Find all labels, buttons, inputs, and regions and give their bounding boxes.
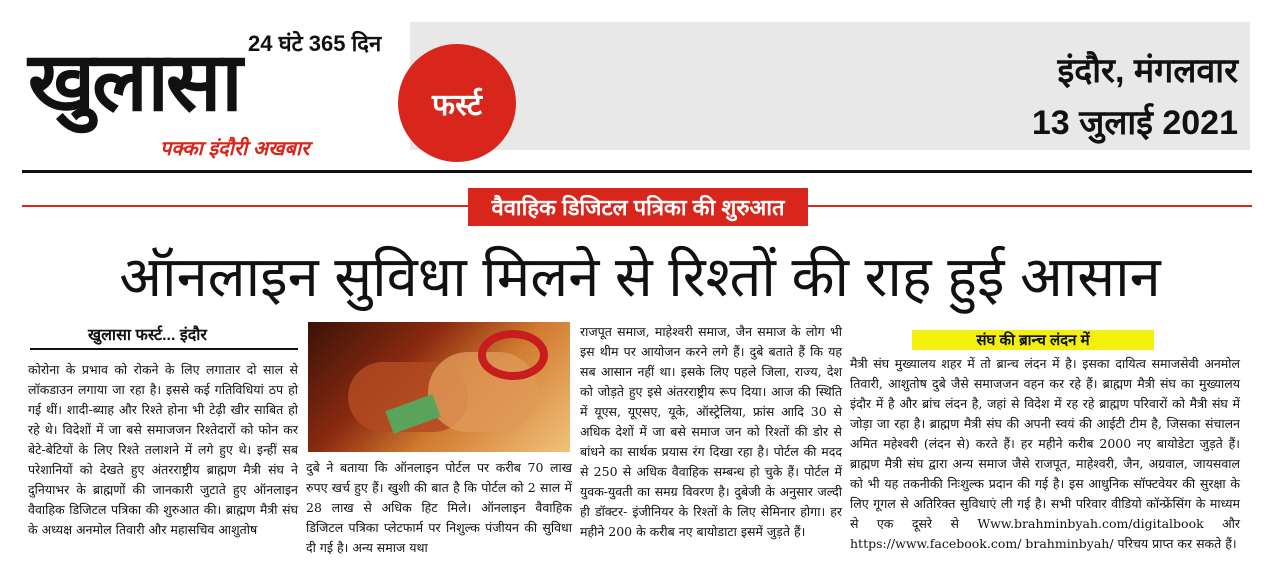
sidebar-body: मैत्री संघ मुख्यालय शहर में तो ब्रान्च लंदन में है। इसका दायित्व समाजसेवी अनमोल तिवारी, आशुतोष दुबे जैसे समाजजन वहन कर रहे हैं। ब्राह्मण मैत्री संघ का मुख्यालय इंदौर में है और ब्रांच लंदन है, जहां से विदेश में रह रहे ब्राह्मण परिवारों को मैत्री संघ में जोड़ा जा रहा है। ब्राह्मण मैत्री संघ की अपनी स्वयं की आईटी टीम है, जिसका संचालन अमित महेश्वरी (लंदन से) करते हैं। हर महीने करीब 2000 नए बायोडेटा जुड़ते हैं। ब्राह्मण मैत्री संघ द्वारा अन्य समाज जैसे राजपूत, माहेश्वरी, जैन, अग्रवाल, जायसवाल को भी यह तकनीकी निःशुल्क प्रदान की गई है। इस आधुनिक सॉफ्टवेयर की सुरक्षा के लिए गूगल से अतिरिक्त सुविधाएं ली गई है। सभी परिवार वीडियो कॉन्फ्रेंसिंग के माध्यम से एक दूसरे से Www.brahminbyah.com/digitalbook और https://www.facebook.com/ brahminbyah/ परिचय प्राप्त कर सकते हैं।	[850, 356, 1240, 551]
edition-date: 13 जुलाई 2021	[1031, 104, 1238, 142]
masthead-rule	[22, 170, 1252, 173]
photo-bangles	[478, 330, 548, 380]
byline-rule	[30, 348, 298, 350]
article-column-1: कोरोना के प्रभाव को रोकने के लिए लगातार दो साल से लॉकडाउन लगाया जा रहा है। इससे कई गतिविधियां ठप हो गई थीं। शादी-ब्याह और रिश्ते होना भी टेढ़ी खीर साबित हो रहे थे। विदेशों में जा बसे समाजजन रिश्तेदारों को फोन कर बेटे-बेटियों के लिए रिश्ते तलाशने में लगे हुए थे। इन्हीं सब परेशानियों को देखते हुए अंतरराष्ट्रीय ब्राह्मण मैत्री संघ ने दुनियाभर के ब्राह्मणों की जानकारी जुटाते हुए ऑनलाइन वैवाहिक डिजिटल पत्रिका की शुरुआत की। ब्राह्मण मैत्री संघ के अध्यक्ष अनमोल तिवारी और महासचिव आशुतोष	[28, 362, 298, 537]
sidebar-title: संघ की ब्रान्च लंदन में	[912, 330, 1154, 350]
article-kicker: वैवाहिक डिजिटल पत्रिका की शुरुआत	[468, 188, 808, 226]
logo-circle-text: फर्स्ट	[432, 88, 482, 122]
wedding-hands-photo	[308, 322, 570, 452]
edition-place-day: इंदौर, मंगलवार	[1057, 52, 1238, 90]
article-column-3: राजपूत समाज, माहेश्वरी समाज, जैन समाज के लोग भी इस थीम पर आयोजन करने लगे हैं। दुबे बताते हैं कि यह सब आसान नहीं था। इसके लिए पहले जिला, राज्य, देश को जोड़ते हुए इसे अंतरराष्ट्रीय रूप दिया। आज की स्थिति में यूएस, यूएसए, यूके, ऑस्ट्रेलिया, फ्रांस आदि 30 से अधिक देशों में जा बसे समाज जन को रिश्तों की डोर से बांधने का सार्थक प्रयास रंग दिखा रहा है। पोर्टल की मदद से 250 से अधिक वैवाहिक सम्बन्ध हो चुके हैं। पोर्टल में युवक-युवती का समग्र विवरण है। दुबेजी के अनुसार जल्दी ही डॉक्टर- इंजीनियर के रिश्तों के लिए सेमिनार होगा। हर महीने 200 के करीब नए बायोडाटा इसमें जुड़ते हैं।	[580, 324, 842, 539]
article-column-2: दुबे ने बताया कि ऑनलाइन पोर्टल पर करीब 70 लाख रुपए खर्च हुए हैं। खुशी की बात है कि पोर्टल को 2 साल में 28 लाख से अधिक हिट मिले। ऑनलाइन वैवाहिक डिजिटल पत्रिका प्लेटफार्म पर निशुल्क पंजीयन की सुविधा दी गई है। अन्य समाज यथा	[306, 460, 572, 555]
masthead	[0, 0, 1280, 168]
masthead-slogan: पक्का इंदौरी अखबार	[160, 138, 310, 160]
newspaper-logo: खुलासा	[28, 37, 240, 128]
article-headline: ऑनलाइन सुविधा मिलने से रिश्तों की राह हुई आसान	[119, 245, 1161, 308]
article-byline: खुलासा फर्स्ट... इंदौर	[88, 327, 207, 344]
logo-circle-badge	[398, 44, 516, 162]
masthead-tagline-top: 24 घंटे 365 दिन	[248, 31, 382, 56]
